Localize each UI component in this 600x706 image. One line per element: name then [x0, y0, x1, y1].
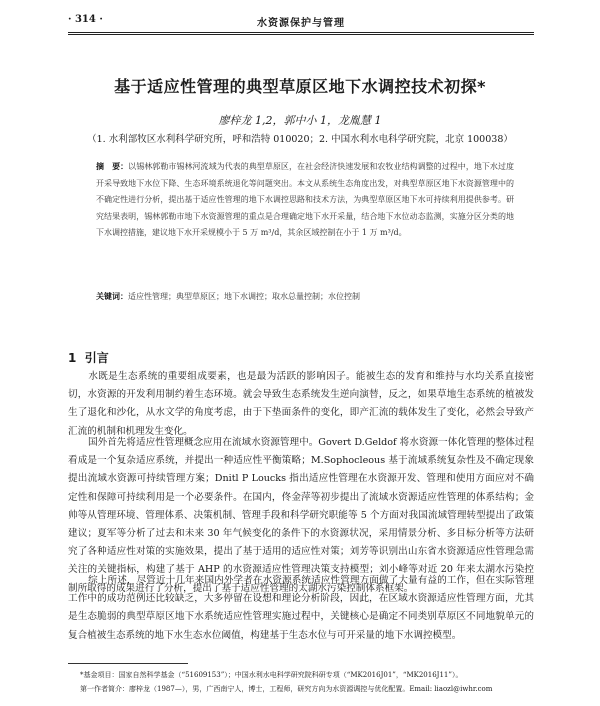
paper-title: 基于适应性管理的典型草原区地下水调控技术初探*	[114, 77, 486, 96]
abstract-label: 摘 要：	[96, 161, 129, 171]
abstract-text: 以锡林郭勒市锡林河流域为代表的典型草原区，在社会经济快速发展和农牧业结构调整的过程中，地下水过度开采导致地下水位下降、生态环境系统退化等问题突出。本文从系统生态角度出发，对典型草原区地下水资源管理中的不确定性进行分析，提出基于适应性管理的地下水调控思路和技术方法，为典型草原区地下水可持续利用提供参考。研究结果表明，锡林郭勒市地下水资源管理的重点是合理确定地下水开采量，结合地下水位动态监测，实施分区分类的地下水调控措施，建议地下水开采规模小于 5 万 m³/d，其余区域控制在小于 1 万 m³/d。	[96, 162, 515, 237]
footnote-rule	[68, 663, 188, 664]
section-title: 引言	[84, 351, 109, 365]
body-paragraph: 水既是生态系统的重要组成要素，也是最为活跃的影响因子。能被生态的发育和维持与水均关系直接密切，水资源的开发利用制约着生态环境。就会导致生态系统发生逆向演替，反之，如果草地生态系统的植被发生了退化和沙化，从水文学的角度考虑，由于下垫面条件的变化，即产汇流的载体发生了变化，必然会导致产汇流的机制和机理发生变化。	[68, 371, 534, 437]
author-list: 廖梓龙 1,2，郭中小 1，龙胤慧 1	[218, 114, 382, 127]
keywords-text: 适应性管理；典型草原区；地下水调控；取水总量控制；水位控制	[128, 292, 360, 301]
header-rule-secondary	[68, 34, 534, 35]
keywords	[96, 291, 514, 302]
journal-name: 水资源保护与管理	[257, 18, 345, 29]
page-number: · 314 ·	[68, 14, 103, 25]
abstract	[96, 158, 514, 242]
body-paragraph: 国外首先将适应性管理概念应用在流域水资源管理中。Govert D.Geldof 将水资源一体化管理的整体过程看成是一个复杂适应系统，并提出一种适应性平衡策略；M.Sophocleous 基于流域系统复杂性及不确定现象提出流域水资源可持续管理方案；Dnitl P Loucks 指出适应性管理在水资源开发、管理和使用方面应对不确定性和保障可持续利用是一个必要条件。在国内，佟金萍等初步提出了流域水资源适应性管理的体系结构；金帅等从管理环境、管理体系、决策机制、管理手段和科学研究职能等 5 个方面对我国流域管理转型提出了政策建议；夏军等分析了过去和未来 30 年气候变化的条件下的水资源状况，采用情景分析、多目标分析等方法研究了各种适应性对策的实施效果，提出了基于适用的适应性对策；刘芳等识别出山东省水资源适应性管理急需关注的关键指标，构建了基于 AHP 的水资源适应性管理决策支持模型；刘小峰等对近 20 年来太湖水污染控制所取得的成果进行了分析，提出了基于适应性管理的太湖水污染控制体系框架。	[68, 437, 534, 594]
footnote-author: 第一作者简介：廖梓龙（1987—），男，广西南宁人，博士，工程师，研究方向为水资源调控与优化配置。Email: liaozl@iwhr.com	[80, 685, 493, 693]
footnotes	[80, 668, 534, 696]
section-heading	[68, 349, 109, 366]
header-rule	[68, 32, 534, 33]
running-header	[68, 14, 534, 30]
body-paragraph: 综上所述，尽管近十几年来国内外学者在水资源系统适应性管理方面做了大量有益的工作，但在实际管理工作中的成功范例还比较缺乏，大多停留在设想和理论分析阶段，因此，在区域水资源适应性管理方面，尤其是生态脆弱的典型草原区地下水系统适应性管理实施过程中，关键核心是确定不同类别草原区不同地貌单元的复合植被生态系统的地下水生态水位阈值，构建基于生态水位与可开采量的地下水调控模型。	[68, 575, 534, 641]
affiliation: （1. 水利部牧区水利科学研究所，呼和浩特 010020；2. 中国水利水电科学研究院，北京 100038）	[87, 134, 513, 145]
section-number: 1	[68, 351, 77, 365]
footnote-funding: *基金项目：国家自然科学基金（“51609153”）；中国水利水电科学研究院科研专项（“MK2016J01”，“MK2016J11”）。	[80, 671, 463, 679]
keywords-label: 关键词：	[96, 291, 128, 301]
